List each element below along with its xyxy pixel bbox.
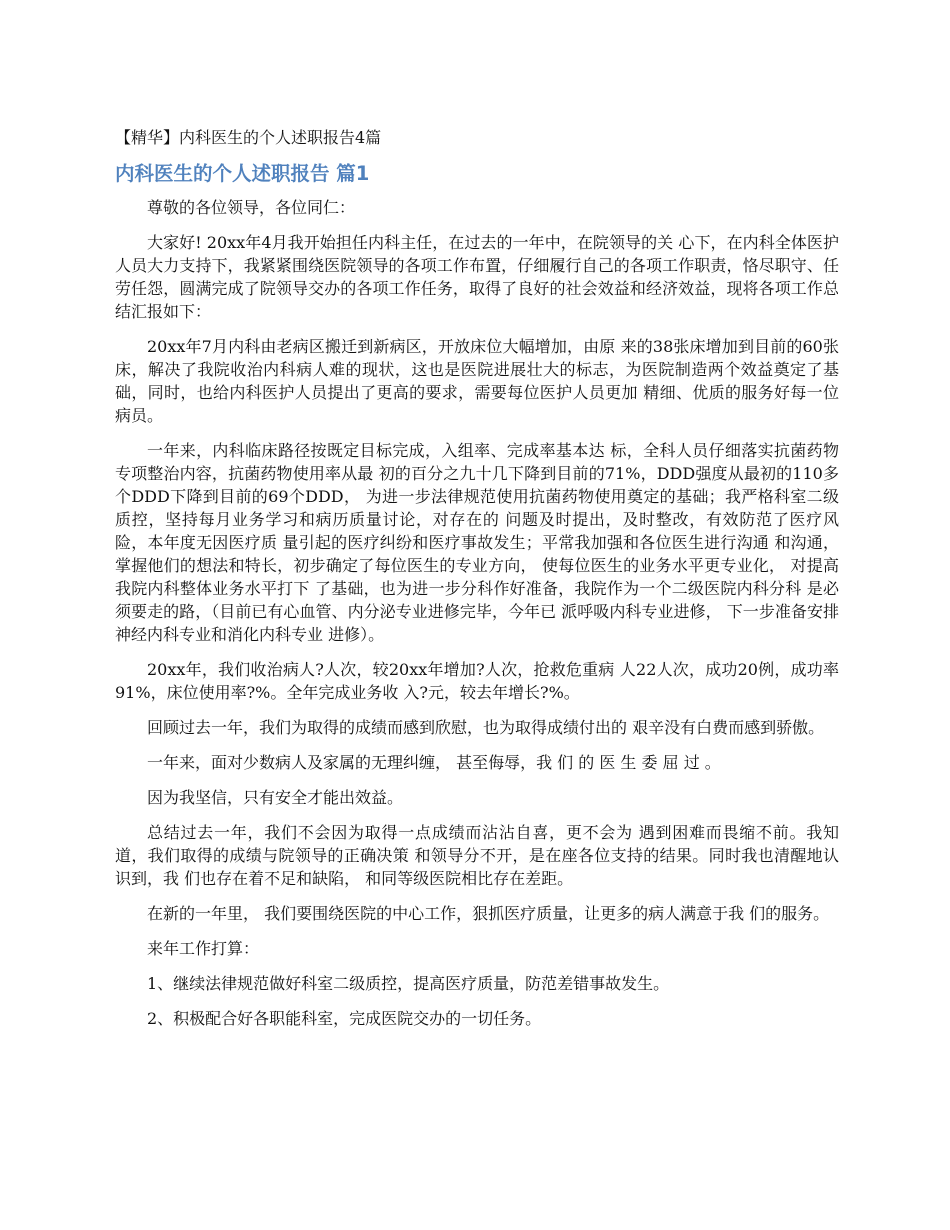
salutation-paragraph: 尊敬的各位领导，各位同仁： <box>147 198 356 217</box>
body-paragraph: 20xx年7月内科由老病区搬迁到新病区，开放床位大幅增加，由原 来的38张床增加到目前的60张床，解决了我院收治内科病人难的现状，这也是医院进展壮大的标志，为医院制造两个效益奠定了基础，同时，也给内科医护人员提出了更高的要求，需要每位医护人员更加 精细、优质的服务好每一位病员。 <box>115 337 839 425</box>
body-paragraph: 20xx年，我们收治病人?人次，较20xx年增加?人次，抢救危重病 人22人次，成功20例，成功率91%，床位使用率?%。全年完成业务收 入?元，较去年增长?%。 <box>115 660 839 702</box>
plan-list-item: 1、继续法律规范做好科室二级质控，提高医疗质量，防范差错事故发生。 <box>147 974 670 993</box>
body-paragraph: 一年来，面对少数病人及家属的无理纠缠， 甚至侮辱，我 们 的 医 生 委 屈 过 。 <box>147 753 721 772</box>
body-paragraph: 一年来，内科临床路径按既定目标完成，入组率、完成率基本达 标，全科人员仔细落实抗菌药物专项整治内容，抗菌药物使用率从最 初的百分之九十几下降到目前的71%，DDD强度从最初的110多个DDD下降到目前的69个DDD， 为进一步法律规范使用抗菌药物使用奠定的基础；我严格科室二级质控，坚持每月业务学习和病历质量讨论，对存在的 问题及时提出，及时整改，有效防范了医疗风险，本年度无因医疗质 量引起的医疗纠纷和医疗事故发生；平常我加强和各位医生进行沟通 和沟通，掌握他们的想法和特长，初步确定了每位医生的专业方向， 使每位医生的业务水平更专业化， 对提高我院内科整体业务水平打下 了基础，也为进一步分科作好准备，我院作为一个二级医院内科分科 是必须要走的路，（目前已有心血管、内分泌专业进修完毕，今年已 派呼吸内科专业进修， 下一步准备安排神经内科专业和消化内科专业 进修）。 <box>115 441 839 644</box>
body-paragraph: 回顾过去一年，我们为取得的成绩而感到欣慰，也为取得成绩付出的 艰辛没有白费而感到骄傲。 <box>147 718 825 737</box>
plan-list-item: 2、积极配合好各职能科室，完成医院交办的一切任务。 <box>147 1009 542 1028</box>
section-heading: 内科医生的个人述职报告 篇1 <box>115 162 370 185</box>
body-paragraph: 因为我坚信，只有安全才能出效益。 <box>147 788 404 807</box>
body-paragraph: 在新的一年里， 我们要围绕医院的中心工作，狠抓医疗质量，让更多的病人满意于我 们的服务。 <box>147 904 830 923</box>
document-body <box>115 126 839 1042</box>
body-paragraph: 总结过去一年，我们不会因为取得一点成绩而沾沾自喜，更不会为 遇到困难而畏缩不前。我知道，我们取得的成绩与院领导的正确决策 和领导分不开，是在座各位支持的结果。同时我也清醒地认识到，我 们也存在着不足和缺陷， 和同等级医院相比存在差距。 <box>115 823 839 888</box>
plan-heading-paragraph: 来年工作打算： <box>147 939 260 958</box>
body-paragraph: 大家好! 20xx年4月我开始担任内科主任，在过去的一年中，在院领导的关 心下，在内科全体医护人员大力支持下，我紧紧围绕医院领导的各项工作布置，仔细履行自己的各项工作职责，恪尽职守、任劳任怨，圆满完成了院领导交办的各项工作任务，取得了良好的社会效益和经济效益，现将各项工作总结汇报如下： <box>115 233 839 321</box>
document-title: 【精华】内科医生的个人述职报告4篇 <box>115 128 382 147</box>
